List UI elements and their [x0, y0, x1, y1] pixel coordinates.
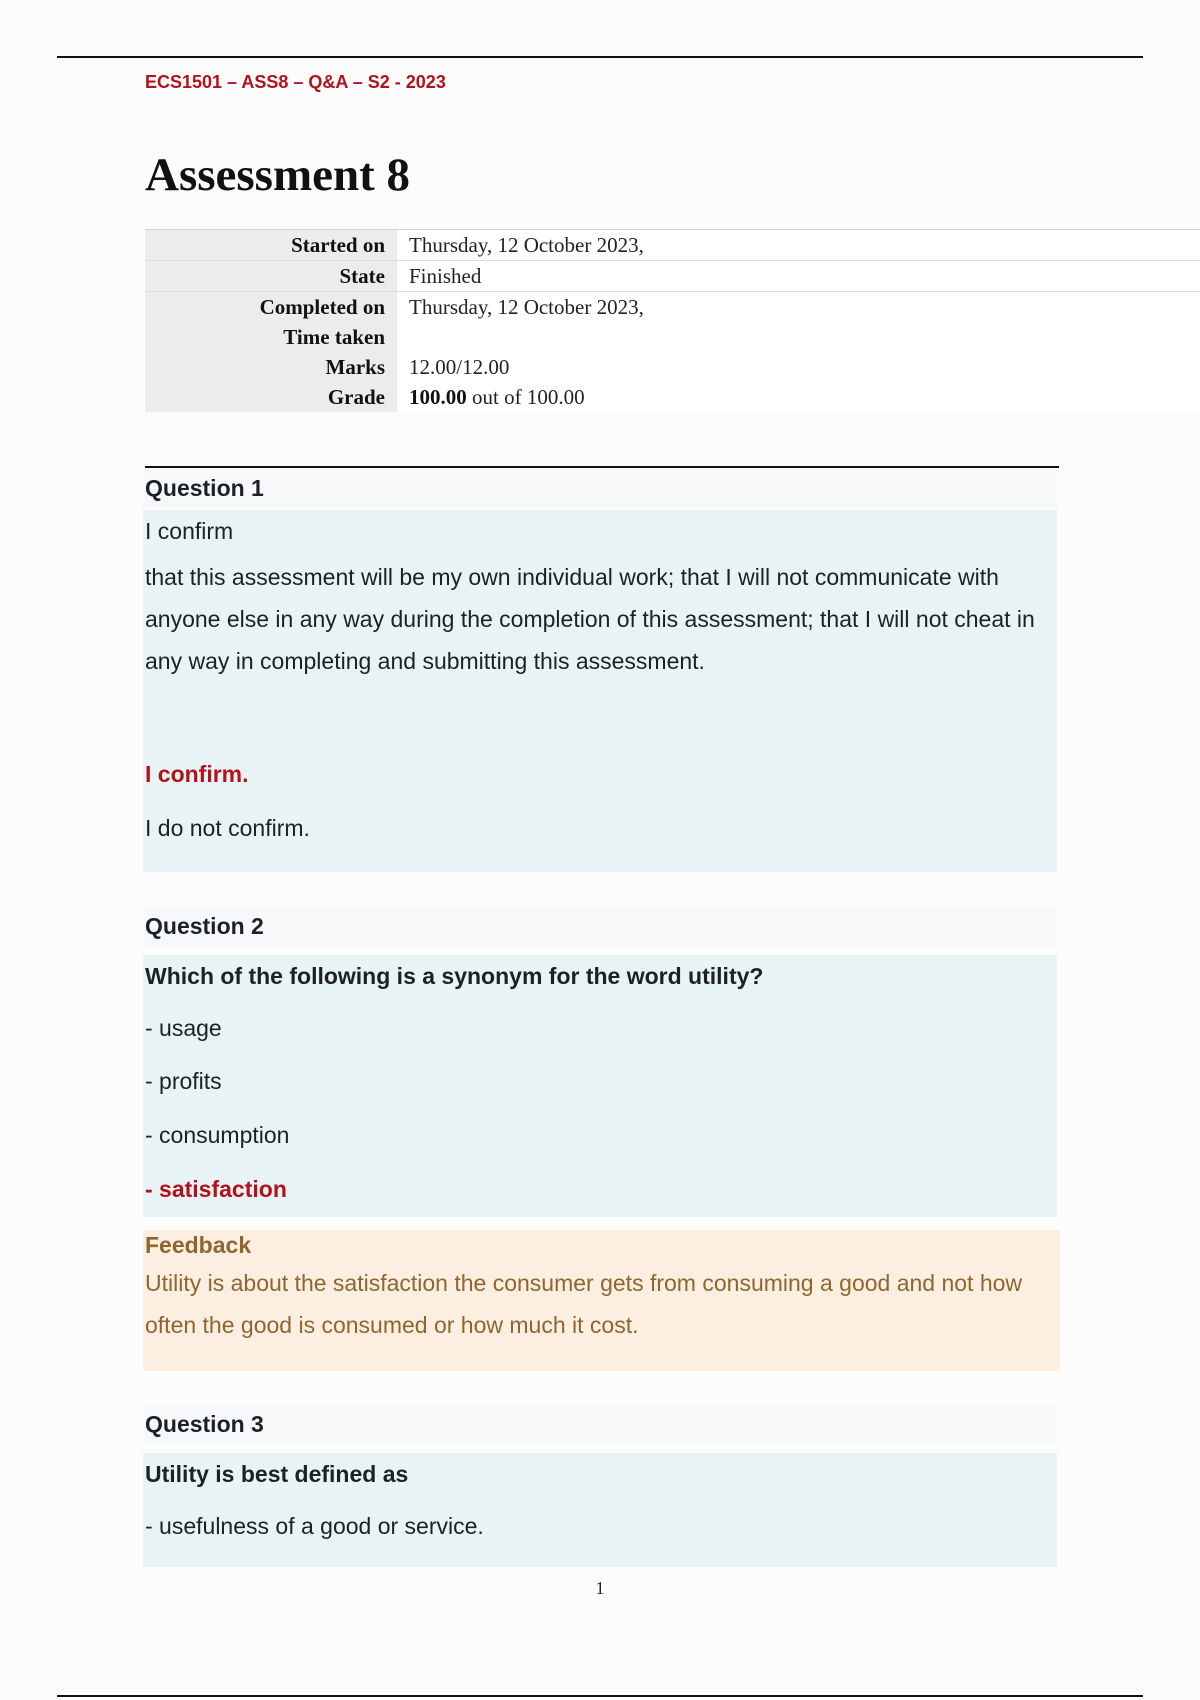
summary-value	[397, 322, 1200, 352]
summary-row-time-taken	[145, 322, 1200, 352]
summary-value: Finished	[397, 261, 1200, 292]
summary-value: Thursday, 12 October 2023,	[397, 230, 1200, 261]
grade-value: 100.00	[409, 385, 467, 409]
question-3-option[interactable]: - usefulness of a good or service.	[145, 1513, 484, 1539]
summary-row-completed	[145, 292, 1200, 323]
summary-row-state	[145, 261, 1200, 292]
bottom-rule	[57, 1695, 1143, 1697]
summary-label: Grade	[145, 382, 397, 412]
question-3-box	[143, 1453, 1057, 1567]
question-2-option-correct[interactable]: - satisfaction	[145, 1176, 287, 1202]
question-2-box	[143, 955, 1057, 1217]
summary-value: 12.00/12.00	[397, 352, 1200, 382]
top-rule	[57, 56, 1143, 58]
attempt-summary-table	[145, 229, 1200, 412]
question-2-option[interactable]: - usage	[145, 1015, 222, 1041]
summary-label: Time taken	[145, 322, 397, 352]
question-1-number: Question 1	[143, 468, 1057, 508]
page-number: 1	[595, 1578, 605, 1598]
summary-value: Thursday, 12 October 2023,	[397, 292, 1200, 323]
summary-row-grade	[145, 382, 1200, 412]
feedback-text: Utility is about the satisfaction the consumer gets from consuming a good and not how often the good is consumed or how much it cost.	[145, 1270, 1023, 1338]
question-1-text: that this assessment will be my own individual work; that I will not communicate with anyone else in any way during the completion of this assessment; that I will not cheat in any way in completing and submitting this assessment.	[145, 564, 1035, 674]
grade-suffix: out of 100.00	[466, 385, 585, 409]
question-1-option[interactable]: I do not confirm.	[145, 815, 310, 841]
question-1-box	[143, 510, 1057, 872]
question-3-text: Utility is best defined as	[145, 1461, 409, 1487]
summary-label: State	[145, 261, 397, 292]
feedback-title: Feedback	[145, 1232, 252, 1258]
summary-value	[397, 382, 1200, 412]
question-2-option[interactable]: - profits	[145, 1068, 222, 1094]
document-header: ECS1501 – ASS8 – Q&A – S2 - 2023	[145, 72, 446, 92]
question-2-feedback	[143, 1230, 1060, 1371]
page-title: Assessment 8	[145, 149, 411, 201]
summary-row-marks	[145, 352, 1200, 382]
question-2-option[interactable]: - consumption	[145, 1122, 290, 1148]
summary-label: Started on	[145, 230, 397, 261]
question-2-text: Which of the following is a synonym for the word utility?	[145, 963, 764, 989]
question-3-number: Question 3	[143, 1404, 1057, 1444]
summary-row-started	[145, 230, 1200, 261]
summary-label: Marks	[145, 352, 397, 382]
question-1-option-correct[interactable]: I confirm.	[145, 761, 249, 787]
question-2-number: Question 2	[143, 906, 1057, 946]
question-1-intro: I confirm	[145, 518, 234, 544]
summary-label: Completed on	[145, 292, 397, 323]
